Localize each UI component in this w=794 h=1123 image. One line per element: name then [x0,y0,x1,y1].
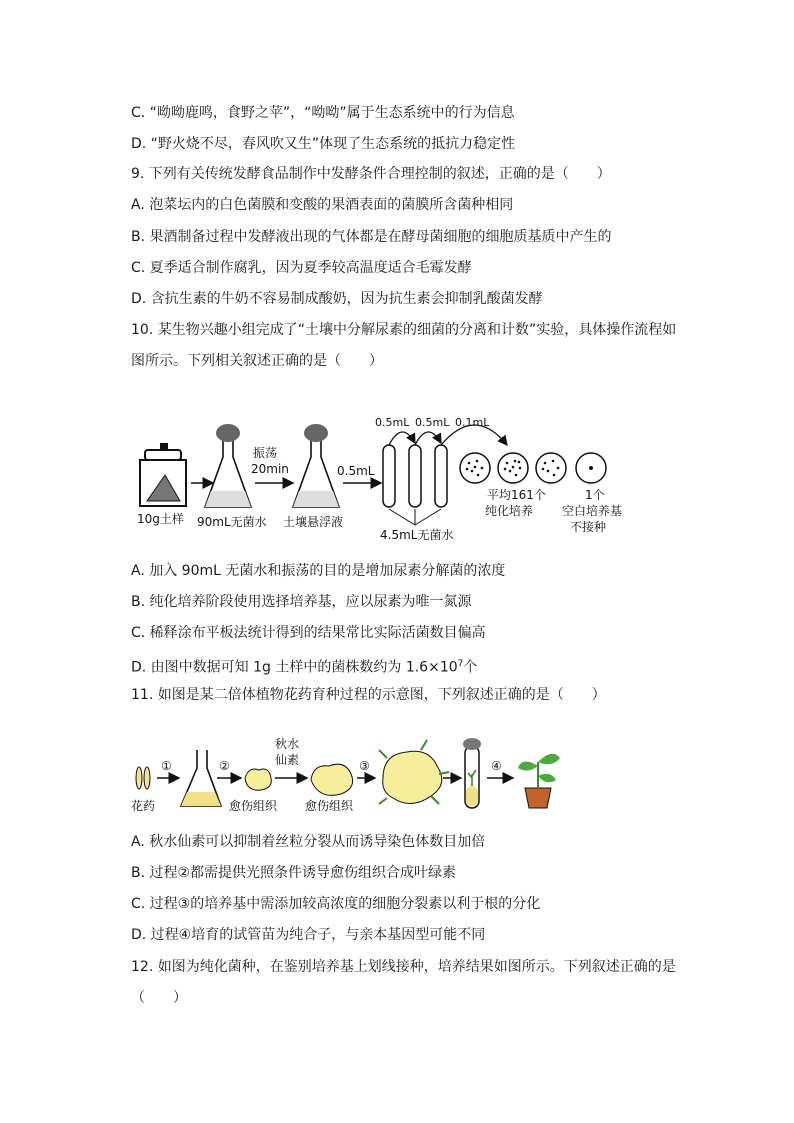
q12-stem-line1: 12. 如图为纯化菌种，在鉴别培养基上划线接种，培养结果如图所示。下列叙述正确的是 [131,959,676,975]
q9-option-c: C. 夏季适合制作腐乳，因为夏季较高温度适合毛霉发酵 [131,260,472,276]
suspension-label: 土壤悬浮液 [283,515,344,529]
q8-option-d: D. “野火烧不尽，春风吹又生”体现了生态系统的抵抗力稳定性 [131,136,516,152]
q9-stem: 9. 下列有关传统发酵食品制作中发酵条件合理控制的叙述，正确的是（ ） [131,166,611,182]
q10-option-c: C. 稀释涂布平板法统计得到的结果常比实际活菌数目偏高 [131,625,486,641]
q9-option-a: A. 泡菜坛内的白色菌膜和变酸的果酒表面的菌膜所含菌种相同 [131,197,514,213]
q11-option-d: D. 过程④培育的试管苗为纯合子，与亲本基因型可能不同 [131,927,486,943]
q10-option-b: B. 纯化培养阶段使用选择培养基，应以尿素为唯一氮源 [131,594,472,610]
colchicine-label: 秋水 [275,737,300,751]
shake-time-label: 20min [251,462,289,476]
step-marker: ③ [359,759,370,773]
callus-label: 愈伤组织 [229,799,278,813]
transfer-label: 0.5mL [375,416,410,429]
q11-option-a: A. 秋水仙素可以抑制着丝粒分裂从而诱导染色体数目加倍 [131,834,486,850]
soil-label: 10g土样 [137,512,184,526]
petri-dish-icon [498,453,528,483]
callus-icon [245,769,271,790]
flask-icon [293,424,339,507]
q10-option-d: D. 由图中数据可知 1g 土样中的菌株数约为 $1.6\times 10^7$个 [131,659,478,676]
transfer-label: 0.1mL [455,416,490,429]
callus-label: 愈伤组织 [305,799,354,813]
no-inoculation-label: 不接种 [570,520,607,534]
step-marker: ② [219,759,230,773]
petri-dish-blank-icon [576,453,606,483]
petri-dish-icon [536,453,566,483]
anther-icon [136,767,150,789]
q10-option-a: A. 加入 90mL 无菌水和振荡的目的是增加尿素分解菌的浓度 [131,563,506,579]
q10-figure [125,405,625,545]
transfer-label: 0.5mL [415,416,450,429]
flask-icon [181,750,221,806]
q9-option-b: B. 果酒制备过程中发酵液出现的气体都是在酵母菌细胞的细胞质基质中产生的 [131,229,612,245]
plantlet-callus-icon [379,740,449,804]
blank-medium-label: 空白培养基 [562,504,623,518]
petri-dish-icon [460,453,490,483]
anther-label: 花药 [131,799,156,813]
q11-option-b: B. 过程②都需提供光照条件诱导愈伤组织合成叶绿素 [131,865,457,881]
q12-stem-line2: （ ） [131,990,187,1006]
q9-option-d: D. 含抗生素的牛奶不容易制成酸奶，因为抗生素会抑制乳酸菌发酵 [131,291,543,307]
q11-figure [125,730,565,830]
colchicine-label: 仙素 [275,753,300,767]
step-marker: ① [161,759,172,773]
average-count-label: 平均161个 [487,488,546,502]
q10-stem-line2: 图所示。下列相关叙述正确的是（ ） [131,353,383,369]
q11-stem: 11. 如图是某二倍体植物花药育种过程的示意图，下列叙述正确的是（ ） [131,687,606,703]
step-marker: ④ [491,759,502,773]
q10-stem-line1: 10. 某生物兴趣小组完成了“土壤中分解尿素的细菌的分离和计数”实验，具体操作流程如 [131,322,677,338]
q8-option-c: C. “呦呦鹿鸣，食野之苹”，“呦呦”属于生态系统中的行为信息 [131,105,515,121]
q11-option-c: C. 过程③的培养基中需添加较高浓度的细胞分裂素以利于根的分化 [131,896,541,912]
callus-icon [311,764,353,795]
soil-container-icon [140,443,186,506]
potted-plant-icon [518,754,560,808]
purify-label: 纯化培养 [485,504,534,518]
flask-icon [205,424,251,507]
test-tube-plantlet-icon [463,738,481,808]
water90-label: 90mL无菌水 [197,515,267,529]
water45-label: 4.5mL无菌水 [380,528,454,542]
blank-count-label: 1个 [585,488,605,502]
transfer-label: 0.5mL [337,464,375,478]
shake-label: 振荡 [253,446,278,460]
